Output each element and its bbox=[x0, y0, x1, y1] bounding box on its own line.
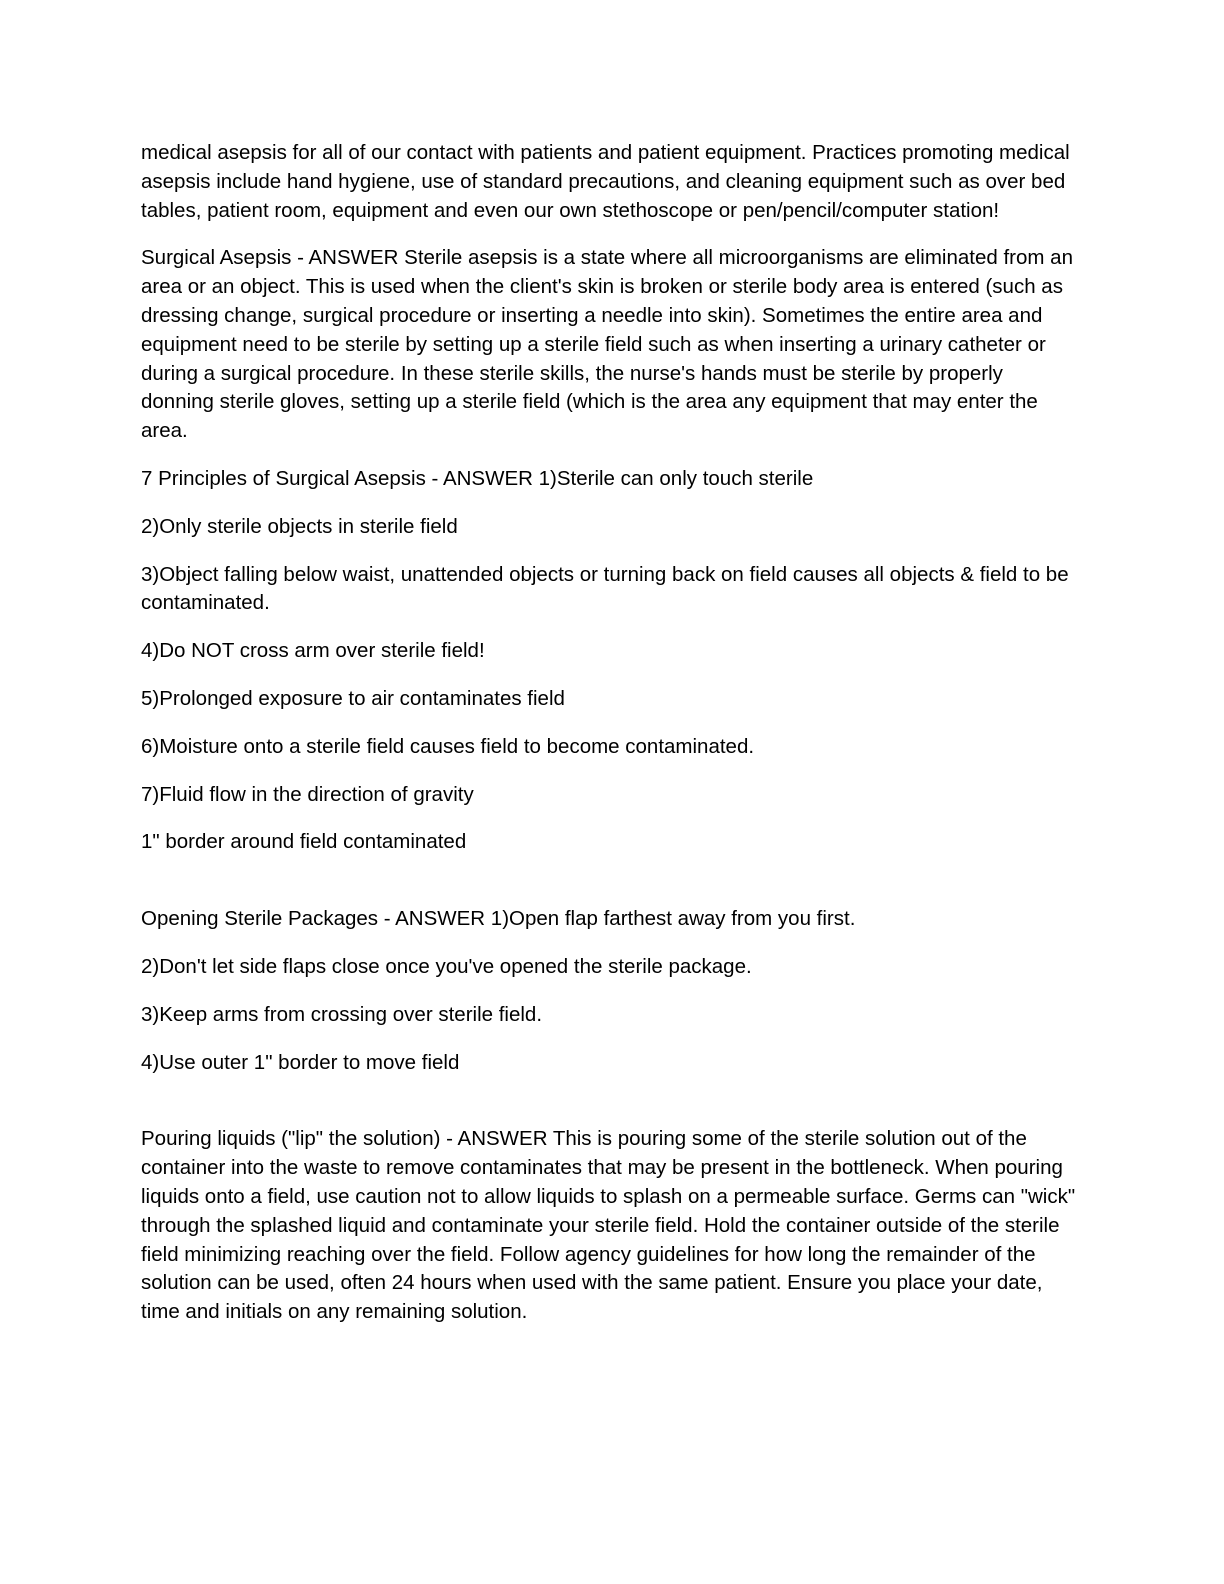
principle-item-2: 2)Only sterile objects in sterile field bbox=[141, 514, 458, 538]
principle-item-border: 1" border around field contaminated bbox=[141, 830, 467, 854]
principle-item-5: 5)Prolonged exposure to air contaminates field bbox=[141, 686, 565, 710]
paragraph-medical-asepsis: medical asepsis for all of our contact with patients and patient equipment. Practices promoting medical asepsis include hand hygiene, use of standard precautions, and cleaning equipment such as over bed tables, patient room, equipment and even our own stethoscope or pen/pencil/computer station! bbox=[141, 141, 1070, 222]
paragraph-principles-heading: 7 Principles of Surgical Asepsis - ANSWER 1)Sterile can only touch sterile bbox=[141, 466, 814, 490]
document-page bbox=[141, 139, 1081, 1346]
paragraph-surgical-asepsis: Surgical Asepsis - ANSWER Sterile asepsis is a state where all microorganisms are eliminated from an area or an object. This is used when the client's skin is broken or sterile body area is entered (such as dressing change, surgical procedure or inserting a needle into skin). Sometimes the entire area and equipment need to be sterile by setting up a sterile field such as when inserting a urinary catheter or during a surgical procedure. In these sterile skills, the nurse's hands must be sterile by properly donning sterile gloves, setting up a sterile field (which is the area any equipment that may enter the area. bbox=[141, 246, 1073, 443]
paragraph-pouring-liquids: Pouring liquids ("lip" the solution) - ANSWER This is pouring some of the sterile solution out of the container into the waste to remove contaminates that may be present in the bottleneck. When pouring liquids onto a field, use caution not to allow liquids to splash on a permeable surface. Germs can "wick" through the splashed liquid and contaminate your sterile field. Hold the container outside of the sterile field minimizing reaching over the field. Follow agency guidelines for how long the remainder of the solution can be used, often 24 hours when used with the same patient. Ensure you place your date, time and initials on any remaining solution. bbox=[141, 1127, 1076, 1324]
principle-item-4: 4)Do NOT cross arm over sterile field! bbox=[141, 639, 485, 663]
opening-item-3: 3)Keep arms from crossing over sterile field. bbox=[141, 1002, 543, 1026]
principle-item-6: 6)Moisture onto a sterile field causes field to become contaminated. bbox=[141, 734, 755, 758]
opening-item-4: 4)Use outer 1" border to move field bbox=[141, 1050, 460, 1074]
principle-item-3: 3)Object falling below waist, unattended objects or turning back on field causes all objects & field to be contaminated. bbox=[141, 562, 1069, 615]
paragraph-opening-packages: Opening Sterile Packages - ANSWER 1)Open flap farthest away from you first. bbox=[141, 907, 856, 931]
opening-item-2: 2)Don't let side flaps close once you've opened the sterile package. bbox=[141, 954, 752, 978]
principle-item-7: 7)Fluid flow in the direction of gravity bbox=[141, 782, 474, 806]
